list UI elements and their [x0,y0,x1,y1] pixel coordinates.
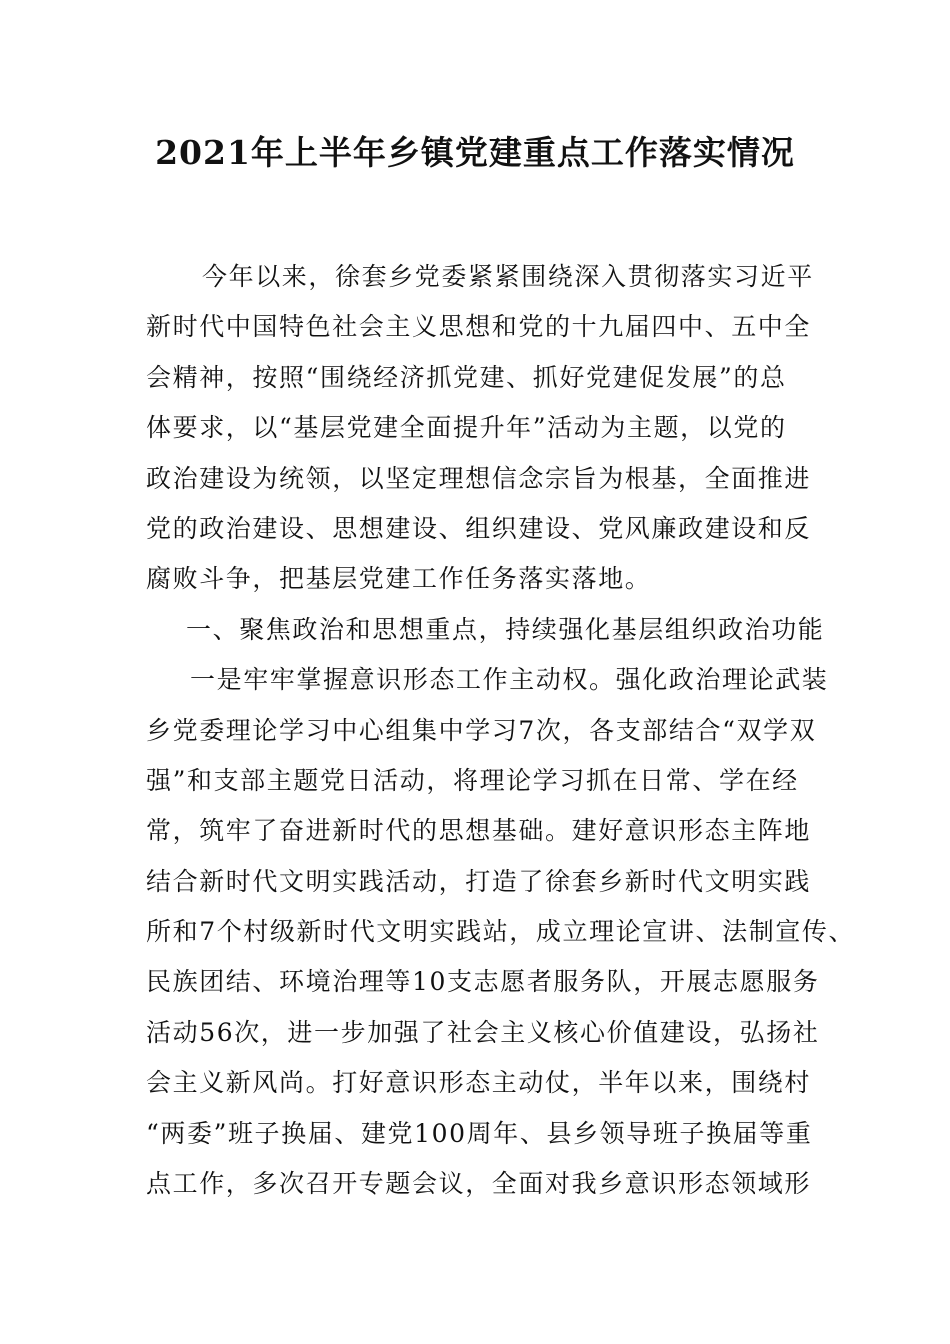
paragraph-line: 腐败斗争，把基层党建工作任务落实落地。 [146,564,652,594]
paragraph-line: 点工作，多次召开专题会议，全面对我乡意识形态领域形 [146,1169,812,1199]
paragraph-line: 政治建设为统领，以坚定理想信念宗旨为根基，全面推进 [146,463,812,493]
paragraph-line: 党的政治建设、思想建设、组织建设、党风廉政建设和反 [146,513,812,543]
paragraph-line: 常，筑牢了奋进新时代的思想基础。建好意识形态主阵地 [146,816,812,846]
paragraph-line: 一是牢牢掌握意识形态工作主动权。强化政治理论武装 [190,665,829,695]
paragraph-line: 民族团结、环境治理等10支志愿者服务队，开展志愿服务 [146,967,820,997]
paragraph-line: 活动56次，进一步加强了社会主义核心价值建设，弘扬社 [146,1017,820,1047]
document-body [146,252,856,1209]
paragraph-line: 今年以来，徐套乡党委紧紧围绕深入贯彻落实习近平 [202,262,814,291]
paragraph-line: “两委”班子换届、建党100周年、县乡领导班子换届等重 [146,1118,813,1148]
paragraph-line: 会精神，按照“围绕经济抓党建、抓好党建促发展”的总 [146,362,787,392]
paragraph-line: 新时代中国特色社会主义思想和党的十九届四中、五中全 [146,312,812,342]
section-heading: 一、聚焦政治和思想重点，持续强化基层组织政治功能 [186,614,825,644]
paragraph-line: 强”和支部主题党日活动，将理论学习抓在日常、学在经 [146,765,799,795]
document-title: 2021年上半年乡镇党建重点工作落实情况 [155,133,795,172]
paragraph-line: 会主义新风尚。打好意识形态主动仗，半年以来，围绕村 [146,1068,812,1098]
paragraph-line: 体要求，以“基层党建全面提升年”活动为主题，以党的 [146,413,787,443]
paragraph-line: 所和7个村级新时代文明实践站，成立理论宣讲、法制宣传、 [146,917,856,947]
paragraph-line: 乡党委理论学习中心组集中学习7次，各支部结合“双学双 [146,715,817,745]
paragraph-line: 结合新时代文明实践活动，打造了徐套乡新时代文明实践 [146,866,812,896]
